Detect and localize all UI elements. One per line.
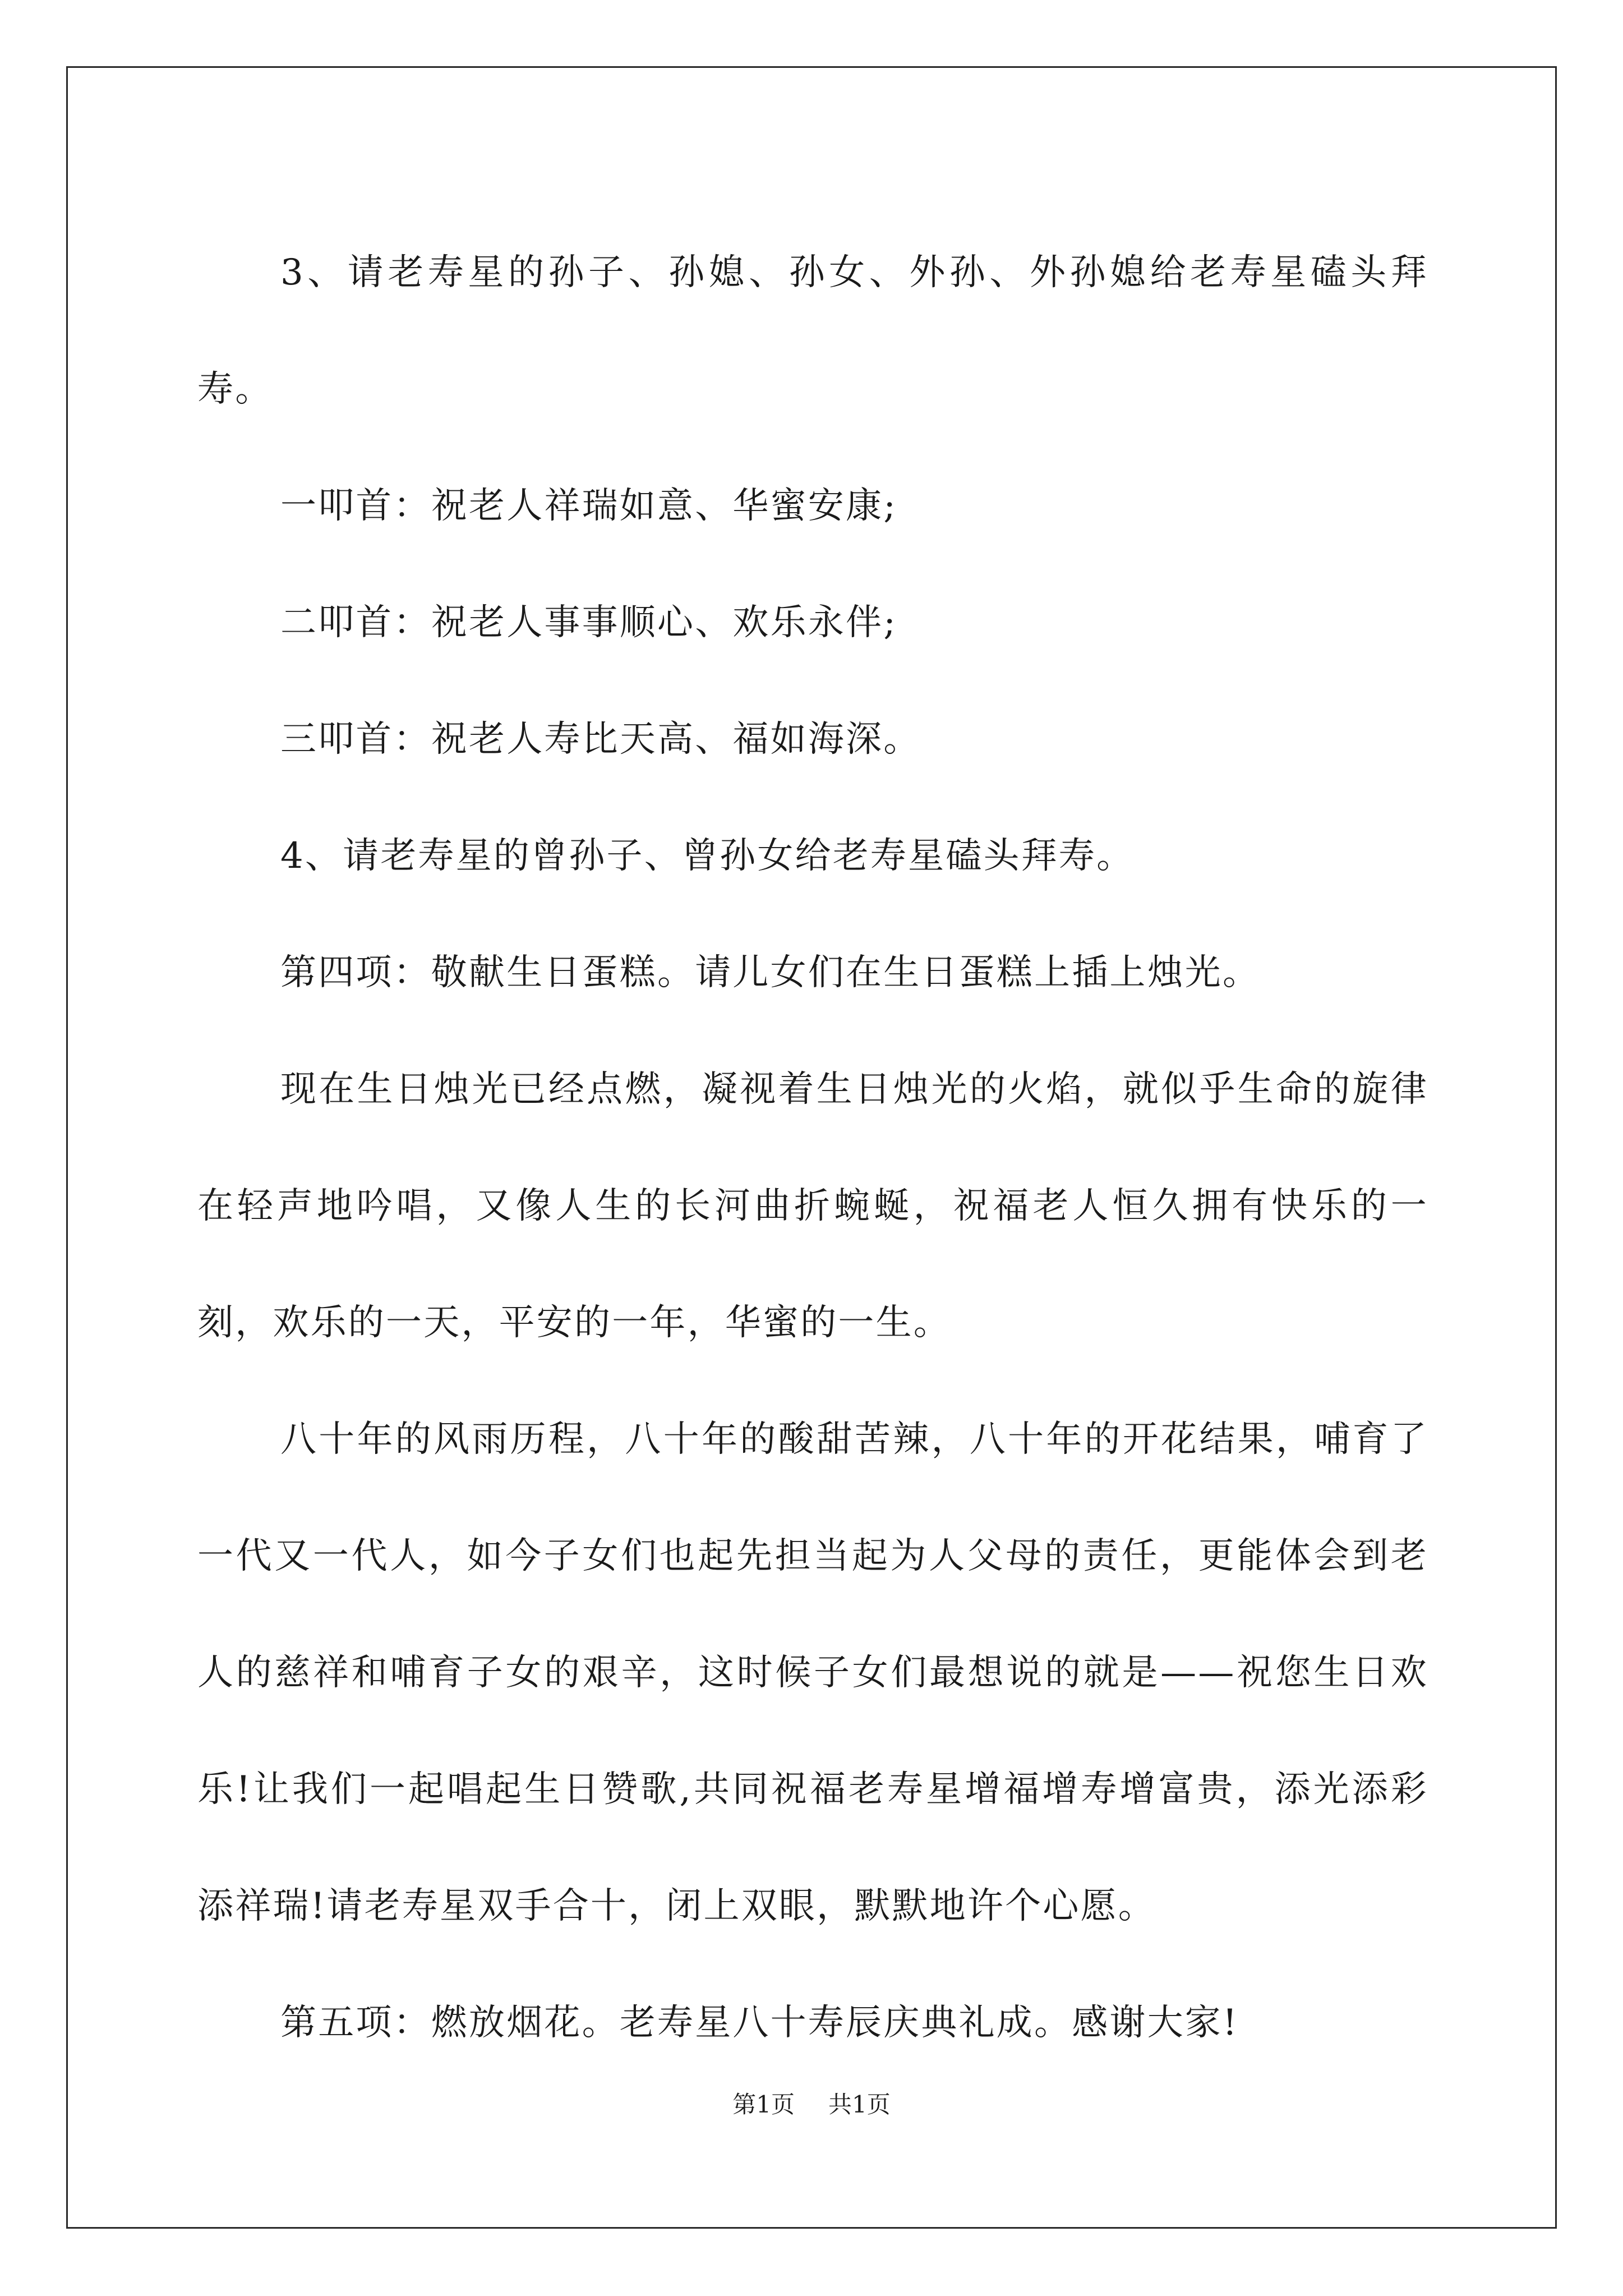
document-body	[197, 214, 1428, 2081]
paragraph-5: 4、请老寿星的曾孙子、曾孙女给老寿星磕头拜寿。	[280, 835, 1135, 877]
paragraph-6: 第四项：敬献生日蛋糕。请儿女们在生日蛋糕上插上烛光。	[280, 952, 1261, 993]
page-total: 共1页	[828, 2091, 891, 2118]
paragraph-1: 3、请老寿星的孙子、孙媳、孙女、外孙、外孙媳给老寿星磕头拜寿。	[197, 252, 1428, 410]
paragraph-8: 八十年的风雨历程，八十年的酸甜苦辣，八十年的开花结果，哺育了一代又一代人，如今子女们也起先担当起为人父母的责任，更能体会到老人的慈祥和哺育子女的艰辛，这时候子女们最想说的就是——祝您生日欢乐!让我们一起唱起生日赞歌,共同祝福老寿星增福增寿增富贵，添光添彩添祥瑞!请老寿星双手合十，闭上双眼，默默地许个心愿。	[197, 1419, 1428, 1927]
paragraph-2: 一叩首：祝老人祥瑞如意、华蜜安康;	[280, 485, 897, 527]
paragraph-9: 第五项：燃放烟花。老寿星八十寿辰庆典礼成。感谢大家!	[280, 2002, 1239, 2044]
page-number: 第1页	[732, 2091, 795, 2118]
page-footer	[0, 2088, 1623, 2122]
paragraph-4: 三叩首：祝老人寿比天高、福如海深。	[280, 719, 921, 760]
paragraph-7: 现在生日烛光已经点燃，凝视着生日烛光的火焰，就似乎生命的旋律在轻声地吟唱，又像人生的长河曲折蜿蜒，祝福老人恒久拥有快乐的一刻，欢乐的一天，平安的一年，华蜜的一生。	[197, 1069, 1428, 1343]
paragraph-3: 二叩首：祝老人事事顺心、欢乐永伴;	[280, 602, 897, 643]
